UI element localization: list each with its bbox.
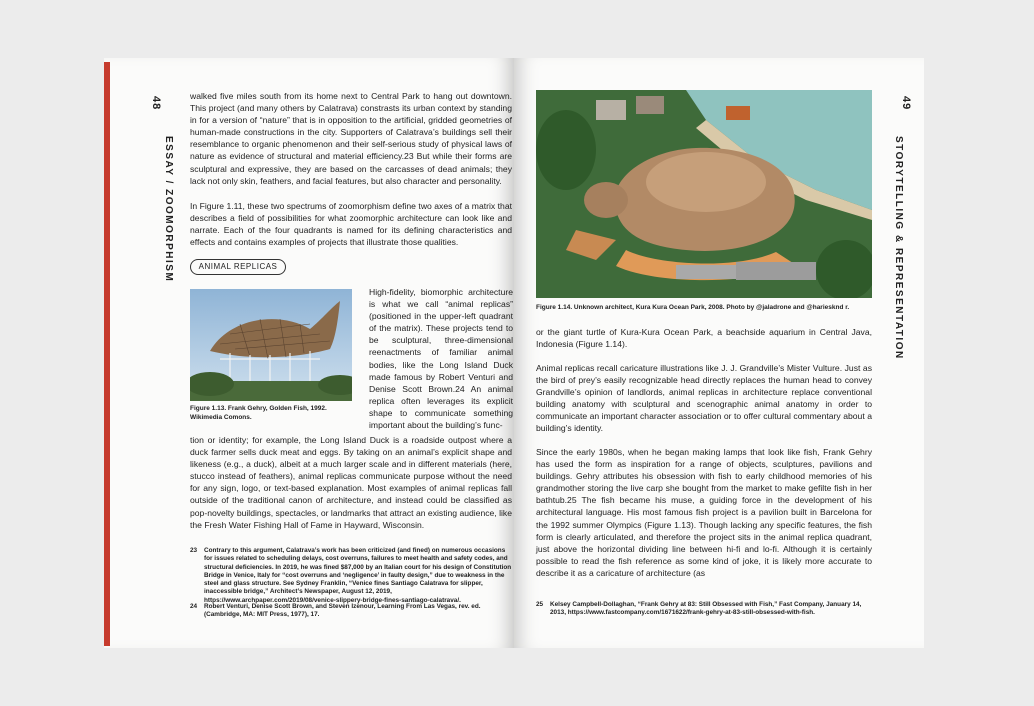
running-head: ESSAY / ZOOMORPHISM (163, 136, 174, 283)
figure-caption: Figure 1.13. Frank Gehry, Golden Fish, 1992. Wikimedia Comons. (190, 405, 327, 421)
page-number: 48 (150, 96, 162, 111)
footnote-number: 25 (536, 601, 544, 608)
running-head: STORYTELLING & REPRESENTATION (893, 136, 904, 360)
footnote-number: 23 (190, 547, 198, 554)
figure-caption: Figure 1.14. Unknown architect, Kura Kura Ocean Park, 2008. Photo by @jaladrone and @hariesknd r. (536, 304, 850, 311)
footnote-text: Robert Venturi, Denise Scott Brown, and Steven Izenour, Learning From Las Vegas, rev. ed. (Cambridge, MA: MIT Press, 1977), 17. (204, 603, 481, 619)
page-number: 49 (900, 96, 912, 111)
section-tag: ANIMAL REPLICAS (190, 259, 286, 275)
open-book (104, 58, 922, 648)
body-paragraph: In Figure 1.11, these two spectrums of zoomorphism define two axes of a matrix that describes a field of possibilities for what zoomorphic architecture can look like and narrate. Each of the four quadrants is named for its defining characteristics and effects and contains examples of projects that illustrate those qualities. (190, 201, 512, 248)
body-paragraph: or the giant turtle of Kura-Kura Ocean Park, a beachside aquarium in Central Java, Indonesia (Figure 1.14). (536, 327, 872, 350)
body-paragraph: walked five miles south from its home next to Central Park to hang out downtown. This project (and many others by Calatrava) constrasts its urban context by standing in for a version of “nature” that is in opposition to the artificial, gridded geometries of human-made constructions in the city. Supporters of Calatrava’s buildings sell their resemblance to organic phenomenon and their self-serious study of physical laws of nature as evidence of structural and material efficiency.23 But while their forms are sculptural and expressive, they are based on the carcasses of dead animals; they lack not only skin, feathers, and facial features, but also character and personality. (190, 91, 512, 186)
footnote (190, 603, 512, 620)
footnote-text: Contrary to this argument, Calatrava’s work has been criticized (and fined) on numerous occasions for issues related to scheduling delays, cost overruns, failures to meet health and safety codes, and structural deficiencies. In 2019, he was fined $87,000 by an Italian court for his design of Constitution Bridge in Venice, Italy for “cost overruns and ‘negligence’ in faulty design,” due to weakness in the steel and glass structure. See Sydney Franklin, “Venice fines Santiago Calatrava for slipper, inaccessible bridge,” Architect’s Newspaper, August 12, 2019, https://www.archpaper.com/2019/08/venice-slippery-bridge-fines-santiago-calatrava/. (204, 547, 512, 604)
red-page-edge (104, 62, 110, 646)
footnote (536, 601, 872, 618)
footnote (190, 547, 512, 605)
body-paragraph: tion or identity; for example, the Long Island Duck is a roadside outpost where a duck farmer sells duck meat and eggs. By taking on an animal’s explicit shape and likeness (e.g., a duck), albeit at a much larger scale and in different materials (here, stucco instead of feathers), animal replicas communicate purpose without the need for any sign, logo, or text-based explanation. Most examples of animal replicas fall outside of the traditional canon of architecture, and instead could be classified as pop-novelty buildings, spectacles, or landmarks that attract an existing audience, like the Fresh Water Fishing Hall of Fame in Hayward, Wisconsin. (190, 435, 512, 530)
left-page (104, 58, 514, 648)
turtle-building-photo (536, 90, 872, 298)
golden-fish-photo (190, 289, 352, 401)
body-paragraph: Since the early 1980s, when he began making lamps that look like fish, Frank Gehry has used the form as inspiration for a range of objects, sculptures, pavilions and buildings. Gehry attributes his obsession with fish to early childhood memories of his grandmother storing the live carp she bought from the market to make gefilte fish in her bathtub.25 The fish became his muse, a guiding force in the development of his architectural language. His most famous fish project is a pavilion built in Barcelona for the 1992 summer Olympics (Figure 1.13). Though lacking any specific features, the fish form is clearly articulated, and therefore the project sits in the animal replica quadrant, just above the horizontal dividing line between hi-fi and lo-fi. Although it is certainly possible to read the fish reference as some kind of joke, it is likely more accurate to describe it as a caricature of architecture (as (536, 447, 872, 578)
right-page (514, 58, 924, 648)
body-paragraph: Animal replicas recall caricature illustrations like J. J. Grandville’s Mister Vulture. Just as the bird of prey’s easily recognizable head directly replaces the human head to convey Grandville’s opinion of landlords, animal replicas in architecture replace conventional building anatomy with sculptural and scenographic animal anatomy in order to communicate an important character association or to offer cultural commentary about a building’s identity. (536, 363, 872, 434)
footnote-number: 24 (190, 603, 198, 610)
footnote-text: Kelsey Campbell-Dollaghan, “Frank Gehry at 83: Still Obsessed with Fish,” Fast Company, January 14, 2013, https://www.fastcompany.com/1671622/frank-gehry-at-83-still-obsessed-with-fish. (550, 601, 862, 617)
body-paragraph: High-fidelity, biomorphic architecture is what we call “animal replicas” (positioned in the upper-left quadrant of the matrix). These projects tend to be sculptural, three-dimensional reenactments of familiar animal bodies, like the Long Island Duck made famous by Robert Venturi and Denise Scott Brown.24 An animal replica often leverages its explicit shape to communicate something important about the building’s func- (369, 287, 513, 431)
